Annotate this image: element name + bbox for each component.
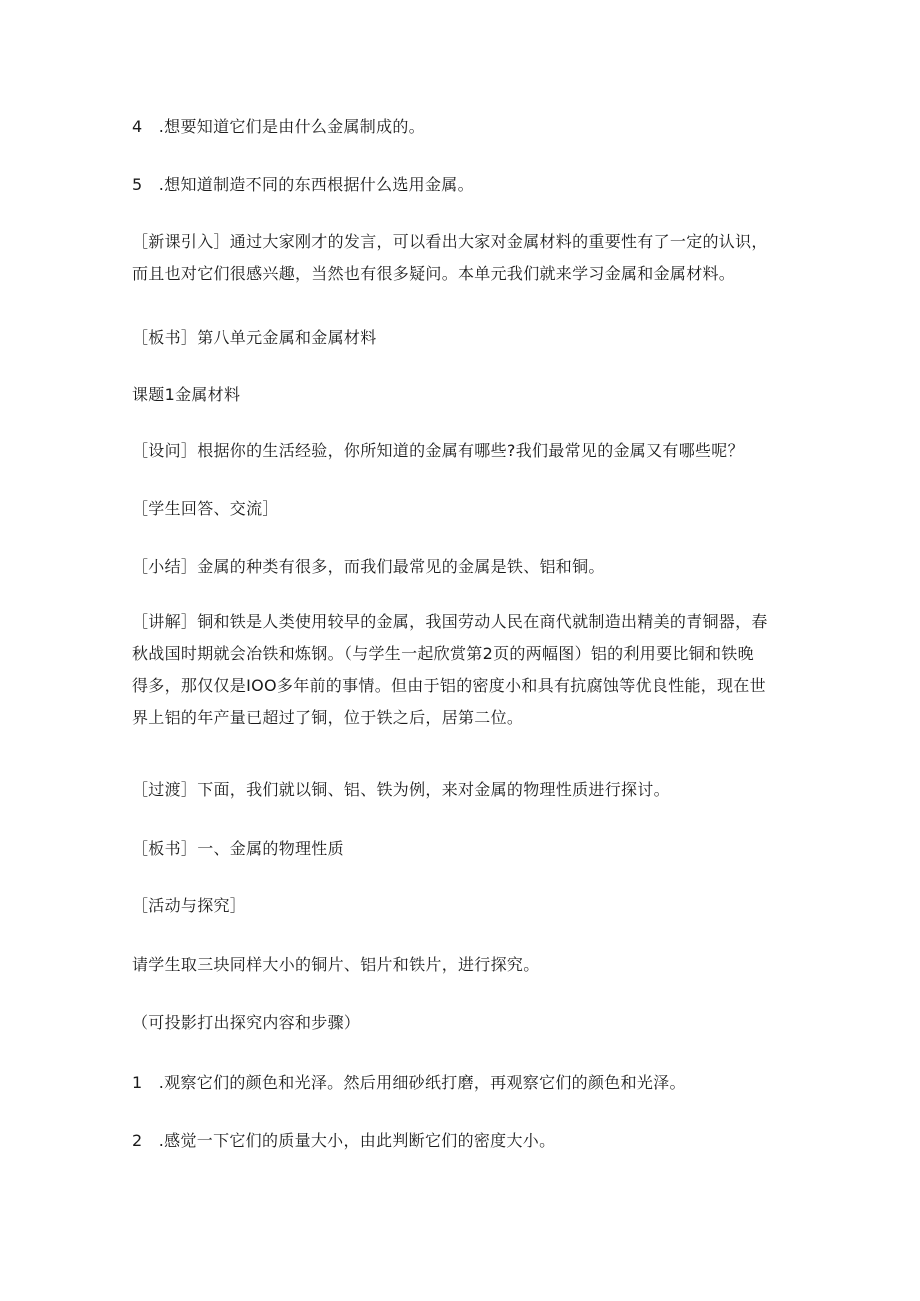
paragraph-line: 得多，那仅仅是IOO多年前的事情。但由于铝的密度小和具有抗腐蚀等优良性能，现在世 <box>132 676 766 695</box>
list-item-5: 5 .想知道制造不同的东西根据什么选用金属。 <box>132 175 474 194</box>
list-item-4: 4 .想要知道它们是由什么金属制成的。 <box>132 117 425 136</box>
paragraph-line: 秋战国时期就会冶铁和炼钢。（与学生一起欣赏第2页的两幅图）铝的利用要比铜和铁晚 <box>132 644 754 663</box>
board-unit-heading: ［板书］第八单元金属和金属材料 <box>132 328 377 347</box>
activity-instruction: 请学生取三块同样大小的铜片、铝片和铁片，进行探究。 <box>132 955 540 974</box>
transition-paragraph: ［过渡］下面，我们就以铜、铝、铁为例，来对金属的物理性质进行探讨。 <box>132 780 670 799</box>
student-answer-label: ［学生回答、交流］ <box>132 499 279 518</box>
board-physical-heading: ［板书］一、金属的物理性质 <box>132 839 344 858</box>
explanation-paragraph <box>132 606 796 734</box>
paragraph-line: 界上铝的年产量已超过了铜，位于铁之后，居第二位。 <box>132 708 524 727</box>
paragraph-line: ［讲解］铜和铁是人类使用较早的金属，我国劳动人民在商代就制造出精美的青铜器，春 <box>132 612 768 631</box>
summary-paragraph: ［小结］金属的种类有很多，而我们最常见的金属是铁、铝和铜。 <box>132 557 605 576</box>
step-1: 1 .观察它们的颜色和光泽。然后用细砂纸打磨，再观察它们的颜色和光泽。 <box>132 1073 686 1092</box>
question-paragraph: ［设问］根据你的生活经验，你所知道的金属有哪些?我们最常见的金属又有哪些呢？ <box>132 441 744 460</box>
activity-label: ［活动与探究］ <box>132 896 247 915</box>
paragraph-line: ［新课引入］通过大家刚才的发言，可以看出大家对金属材料的重要性有了一定的认识， <box>132 232 768 251</box>
step-2: 2 .感觉一下它们的质量大小，由此判断它们的密度大小。 <box>132 1131 556 1150</box>
new-lesson-intro-paragraph <box>132 226 796 290</box>
lesson-title: 课题1金属材料 <box>132 385 241 404</box>
paragraph-line: 而且也对它们很感兴趣，当然也有很多疑问。本单元我们就来学习金属和金属材料。 <box>132 264 736 283</box>
projection-note: （可投影打出探究内容和步骤） <box>132 1013 361 1032</box>
